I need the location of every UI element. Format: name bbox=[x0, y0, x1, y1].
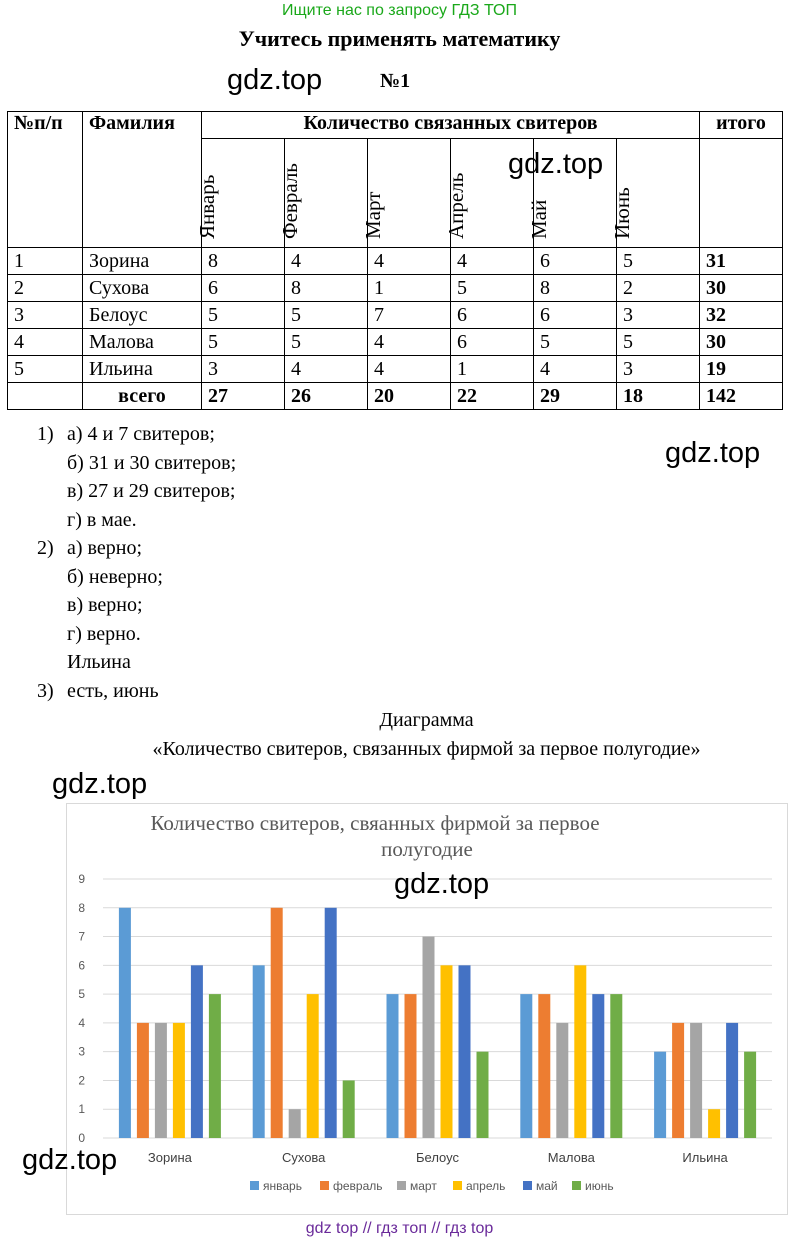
y-tick-label: 2 bbox=[78, 1073, 85, 1088]
sum-row bbox=[8, 383, 783, 410]
table-row bbox=[8, 329, 783, 356]
x-tick-label: Малова bbox=[547, 1150, 595, 1165]
sum-value: 26 bbox=[285, 383, 368, 410]
bar-июнь bbox=[343, 1080, 355, 1138]
sum-label: всего bbox=[83, 383, 202, 410]
row-value: 8 bbox=[285, 275, 368, 302]
watermark: gdz.top bbox=[52, 768, 148, 800]
row-surname: Малова bbox=[83, 329, 202, 356]
row-value: 2 bbox=[617, 275, 700, 302]
row-value: 7 bbox=[368, 302, 451, 329]
month-header: Март bbox=[368, 139, 451, 248]
table-row bbox=[8, 356, 783, 383]
row-value: 3 bbox=[617, 302, 700, 329]
legend-swatch bbox=[250, 1181, 259, 1190]
search-banner[interactable]: Ищите нас по запросу ГДЗ ТОП bbox=[282, 2, 517, 19]
row-surname: Белоус bbox=[83, 302, 202, 329]
row-number: 1 bbox=[8, 248, 83, 275]
row-value: 5 bbox=[202, 302, 285, 329]
row-number: 5 bbox=[8, 356, 83, 383]
bar-май bbox=[191, 965, 203, 1138]
month-header: Февраль bbox=[285, 139, 368, 248]
row-number: 4 bbox=[8, 329, 83, 356]
sum-empty-cell bbox=[8, 383, 83, 410]
answer-line: б) 31 и 30 свитеров; bbox=[67, 451, 237, 474]
row-total: 30 bbox=[700, 329, 783, 356]
table-row bbox=[8, 275, 783, 302]
table-row bbox=[8, 302, 783, 329]
legend-swatch bbox=[397, 1181, 406, 1190]
chart-frame bbox=[66, 803, 788, 1215]
bar-март bbox=[155, 1023, 167, 1138]
row-value: 8 bbox=[202, 248, 285, 275]
sum-value: 22 bbox=[451, 383, 534, 410]
row-total: 19 bbox=[700, 356, 783, 383]
row-value: 4 bbox=[285, 248, 368, 275]
watermark: gdz.top bbox=[665, 437, 761, 469]
diagram-heading: Диаграмма bbox=[379, 709, 474, 731]
y-tick-label: 6 bbox=[78, 958, 85, 973]
legend-label: февраль bbox=[333, 1179, 383, 1193]
header-total: итого bbox=[700, 112, 783, 139]
bar-апрель bbox=[708, 1109, 720, 1138]
answer-line: г) верно. bbox=[67, 622, 141, 645]
row-value: 4 bbox=[451, 248, 534, 275]
sweaters-table bbox=[7, 111, 783, 410]
row-value: 5 bbox=[285, 302, 368, 329]
row-value: 6 bbox=[534, 248, 617, 275]
row-value: 4 bbox=[285, 356, 368, 383]
bar-январь bbox=[119, 908, 131, 1138]
bar-апрель bbox=[307, 994, 319, 1138]
y-tick-label: 7 bbox=[78, 929, 85, 944]
row-surname: Зорина bbox=[83, 248, 202, 275]
y-tick-label: 8 bbox=[78, 900, 85, 915]
header-group: Количество связанных свитеров bbox=[202, 112, 700, 139]
answer-line: Ильина bbox=[67, 651, 131, 673]
y-tick-label: 0 bbox=[78, 1131, 85, 1145]
bar-март bbox=[289, 1109, 301, 1138]
row-value: 6 bbox=[451, 329, 534, 356]
row-value: 5 bbox=[617, 329, 700, 356]
chart-title: полугодие bbox=[381, 837, 473, 861]
row-surname: Ильина bbox=[83, 356, 202, 383]
legend-swatch bbox=[572, 1181, 581, 1190]
row-value: 6 bbox=[451, 302, 534, 329]
bar-chart bbox=[67, 804, 787, 1214]
bar-февраль bbox=[672, 1023, 684, 1138]
row-value: 8 bbox=[534, 275, 617, 302]
row-value: 6 bbox=[534, 302, 617, 329]
legend-label: май bbox=[536, 1179, 558, 1193]
row-value: 1 bbox=[368, 275, 451, 302]
row-value: 4 bbox=[368, 248, 451, 275]
bar-январь bbox=[654, 1052, 666, 1138]
row-value: 5 bbox=[451, 275, 534, 302]
legend-label: апрель bbox=[466, 1179, 506, 1193]
row-surname: Сухова bbox=[83, 275, 202, 302]
answers bbox=[37, 420, 437, 705]
bar-февраль bbox=[538, 994, 550, 1138]
month-header: Январь bbox=[202, 139, 285, 248]
watermark: gdz.top bbox=[22, 1144, 118, 1176]
row-value: 6 bbox=[202, 275, 285, 302]
table-header-row bbox=[8, 112, 783, 139]
bar-март bbox=[423, 937, 435, 1138]
x-tick-label: Сухова bbox=[281, 1150, 326, 1165]
answer-line: б) неверно; bbox=[67, 565, 163, 588]
legend-label: июнь bbox=[585, 1179, 614, 1193]
header-number: №п/п bbox=[8, 112, 83, 248]
row-value: 5 bbox=[534, 329, 617, 356]
bar-январь bbox=[387, 994, 399, 1138]
bar-июнь bbox=[209, 994, 221, 1138]
sum-value: 20 bbox=[368, 383, 451, 410]
bar-январь bbox=[253, 965, 265, 1138]
bar-май bbox=[726, 1023, 738, 1138]
bar-январь bbox=[520, 994, 532, 1138]
legend-swatch bbox=[453, 1181, 462, 1190]
month-header: Май bbox=[534, 139, 617, 248]
sum-value: 27 bbox=[202, 383, 285, 410]
y-tick-label: 1 bbox=[78, 1102, 85, 1117]
task-number: №1 bbox=[380, 70, 411, 92]
watermark: gdz.top bbox=[227, 64, 323, 96]
answer-line: а) 4 и 7 свитеров; bbox=[67, 423, 215, 445]
row-value: 5 bbox=[285, 329, 368, 356]
answer-line: в) 27 и 29 свитеров; bbox=[67, 480, 236, 502]
bar-февраль bbox=[405, 994, 417, 1138]
answer-line: а) верно; bbox=[67, 537, 142, 559]
row-total: 30 bbox=[700, 275, 783, 302]
month-header: Июнь bbox=[617, 139, 700, 248]
answer-number: 1) bbox=[37, 423, 54, 445]
bar-февраль bbox=[271, 908, 283, 1138]
y-tick-label: 5 bbox=[78, 987, 85, 1002]
bar-апрель bbox=[441, 965, 453, 1138]
x-tick-label: Ильина bbox=[682, 1150, 728, 1165]
x-tick-label: Белоус bbox=[416, 1150, 459, 1165]
bar-июнь bbox=[610, 994, 622, 1138]
bar-апрель bbox=[574, 965, 586, 1138]
row-value: 4 bbox=[368, 356, 451, 383]
bar-май bbox=[459, 965, 471, 1138]
diagram-subheading: «Количество свитеров, связанных фирмой за первое полугодие» bbox=[152, 738, 701, 760]
row-number: 2 bbox=[8, 275, 83, 302]
bar-июнь bbox=[477, 1052, 489, 1138]
table-row bbox=[8, 248, 783, 275]
watermark: gdz.top bbox=[394, 868, 490, 900]
answer-line: в) верно; bbox=[67, 594, 143, 616]
row-value: 3 bbox=[202, 356, 285, 383]
row-total: 32 bbox=[700, 302, 783, 329]
chart-title: Количество свитеров, свяанных фирмой за первое bbox=[150, 811, 600, 835]
footer-links[interactable]: gdz top // гдз топ // гдз top bbox=[305, 1220, 494, 1237]
bar-апрель bbox=[173, 1023, 185, 1138]
row-value: 1 bbox=[451, 356, 534, 383]
y-tick-label: 4 bbox=[78, 1015, 85, 1030]
row-value: 4 bbox=[368, 329, 451, 356]
row-value: 4 bbox=[534, 356, 617, 383]
y-tick-label: 3 bbox=[78, 1044, 85, 1059]
row-number: 3 bbox=[8, 302, 83, 329]
sum-value: 18 bbox=[617, 383, 700, 410]
bar-февраль bbox=[137, 1023, 149, 1138]
row-value: 5 bbox=[202, 329, 285, 356]
row-value: 5 bbox=[617, 248, 700, 275]
answer-line: есть, июнь bbox=[67, 679, 159, 702]
bar-май bbox=[325, 908, 337, 1138]
legend-label: январь bbox=[263, 1179, 302, 1193]
header-surname: Фамилия bbox=[83, 112, 202, 248]
bar-май bbox=[592, 994, 604, 1138]
answer-number: 3) bbox=[37, 679, 54, 702]
page-title: Учитесь применять математику bbox=[238, 26, 561, 51]
legend-swatch bbox=[320, 1181, 329, 1190]
bar-март bbox=[690, 1023, 702, 1138]
y-tick-label: 9 bbox=[78, 872, 85, 886]
grand-total: 142 bbox=[700, 383, 783, 410]
sum-value: 29 bbox=[534, 383, 617, 410]
legend-swatch bbox=[523, 1181, 532, 1190]
x-tick-label: Зорина bbox=[147, 1150, 192, 1165]
bar-март bbox=[556, 1023, 568, 1138]
month-header: Апрель bbox=[451, 139, 534, 248]
answer-number: 2) bbox=[37, 537, 54, 559]
row-total: 31 bbox=[700, 248, 783, 275]
watermark: gdz.top bbox=[508, 148, 604, 180]
legend-label: март bbox=[410, 1179, 437, 1193]
row-value: 3 bbox=[617, 356, 700, 383]
total-header-empty bbox=[700, 139, 783, 248]
bar-июнь bbox=[744, 1052, 756, 1138]
answer-line: г) в мае. bbox=[67, 508, 137, 531]
